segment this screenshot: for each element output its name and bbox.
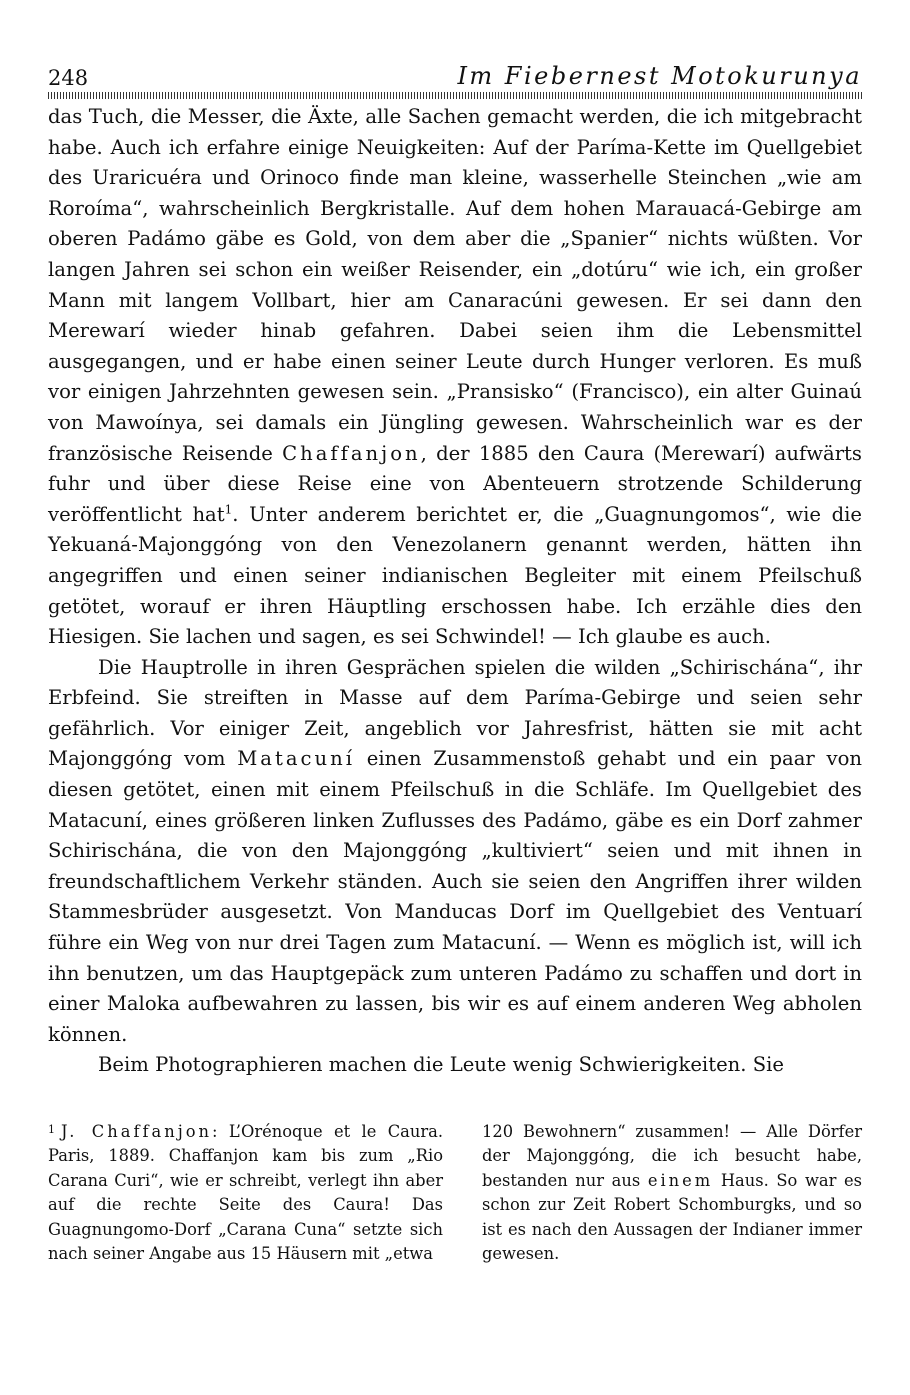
footnote-spaced-word: einem [647, 1170, 714, 1190]
footnote-left-text: : L’Orénoque et le Caura. Paris, 1889. Chaffanjon kam bis zum „Rio Carana Curi“, wie er schreibt, verlegt ihn aber auf die rechte Seite des Caura! Das Guagnungomo-Dorf „Carana Cuna“ setzte sich nach seiner Angabe aus 15 Häusern mit „etwa [48, 1122, 444, 1264]
spaced-name-chaffanjon: Chaffanjon [282, 441, 421, 465]
footnote-marker: 1 [48, 1123, 55, 1136]
paragraph-3: Beim Photographieren machen die Leute wenig Schwierigkeiten. Sie [98, 1053, 785, 1077]
footnote-left-column [48, 1120, 443, 1266]
footnote-right-text-a: 120 Bewohnern“ zusammen! — Alle Dörfer der Majonggóng, die ich besucht habe, bestanden nur aus [482, 1122, 862, 1190]
paragraph-2-text-b: einen Zusammenstoß gehabt und ein paar von diesen getötet, einen mit einem Pfeilschuß in die Schläfe. Im Quellgebiet des Matacuní, eines größeren linken Zuflusses des Padámo, gäbe es ein Dorf zahmer Schirischána, die von den Majonggóng „kultiviert“ seien und mit ihnen in freundschaftlichem Verkehr ständen. Auch sie seien den Angriffen ihrer wilden Stammesbrüder ausgesetzt. Von Manducas Dorf im Quellgebiet des Ventuarí führe ein Weg von nur drei Tagen zum Matacuní. — Wenn es möglich ist, will ich ihn benutzen, um das Hauptgepäck zum unteren Padámo zu schaffen und dort in einer Maloka aufbewahren zu lassen, bis wir es auf einem anderen Weg abholen können. [48, 747, 863, 1046]
paragraph-1-text-b: , der 1885 den Caura (Merewarí) aufwärts fuhr und über diese Reise eine von Abenteuern strotzende Schilderung veröffentlicht hat [48, 441, 862, 526]
main-text [48, 102, 862, 1081]
page-header [48, 62, 862, 100]
paragraph-2-text-a: Die Hauptrolle in ihren Gesprächen spielen die wilden „Schirischána“, ihr Erbfeind. Sie streiften in Masse auf dem Paríma-Gebirge und seien sehr gefährlich. Vor einiger Zeit, angeblich vor Jahresfrist, hätten sie mit acht Majonggóng vom [48, 655, 862, 771]
book-page [48, 62, 863, 1264]
header-rule [48, 92, 862, 99]
footnote-reference: 1 [224, 502, 233, 517]
paragraph-2 [48, 653, 862, 1051]
page-number: 248 [48, 66, 89, 90]
spaced-name-matacuni: Matacuní [237, 747, 356, 771]
paragraph-1 [48, 102, 862, 653]
paragraph-1-text-c: . Unter anderem berichtet er, die „Guagnungomos“, wie die Yekuaná-Majonggóng von den Venezolanern genannt werden, hätten ihn angegriffen und einen seiner indianischen Begleiter mit einem Pfeilschuß getötet, worauf er ihren Häuptling erschossen habe. Ich erzähle dies den Hiesigen. Sie lachen und sagen, es sei Schwindel! — Ich glaube es auch. [48, 502, 862, 649]
footnotes [48, 1120, 862, 1266]
running-title: Im Fiebernest Motokurunya [457, 62, 862, 90]
paragraph-1-text-a: das Tuch, die Messer, die Äxte, alle Sachen gemacht werden, die ich mitgebracht habe. Auch ich erfahre einige Neuigkeiten: Auf der Paríma-Kette im Quellgebiet des Uraricuéra und Orinoco finde man kleine, wasserhelle Steinchen „wie am Roroíma“, wahrscheinlich Bergkristalle. Auf dem hohen Marauacá-Gebirge am oberen Padámo gäbe es Gold, von dem aber die „Spanier“ nichts wüßten. Vor langen Jahren sei schon ein weißer Reisender, ein „dotúru“ wie ich, ein großer Mann mit langem Vollbart, hier am Canaracúni gewesen. Er sei dann den Merewarí wieder hinab gefahren. Dabei seien ihm die Lebensmittel ausgegangen, und er habe einen seiner Leute durch Hunger verloren. Es muß vor einigen Jahrzehnten gewesen sein. „Pransisko“ (Francisco), ein alter Guinaú von Mawoínya, sei damals ein Jüngling gewesen. Wahrscheinlich war es der französische Reisende [48, 105, 862, 465]
footnote-right-text-b: Haus. So war es schon zur Zeit Robert Schomburgks, und so ist es nach den Aussagen der Indianer immer gewesen. [482, 1170, 862, 1264]
footnote-right-column [482, 1120, 862, 1266]
footnote-author: J. Chaffanjon [61, 1122, 213, 1141]
